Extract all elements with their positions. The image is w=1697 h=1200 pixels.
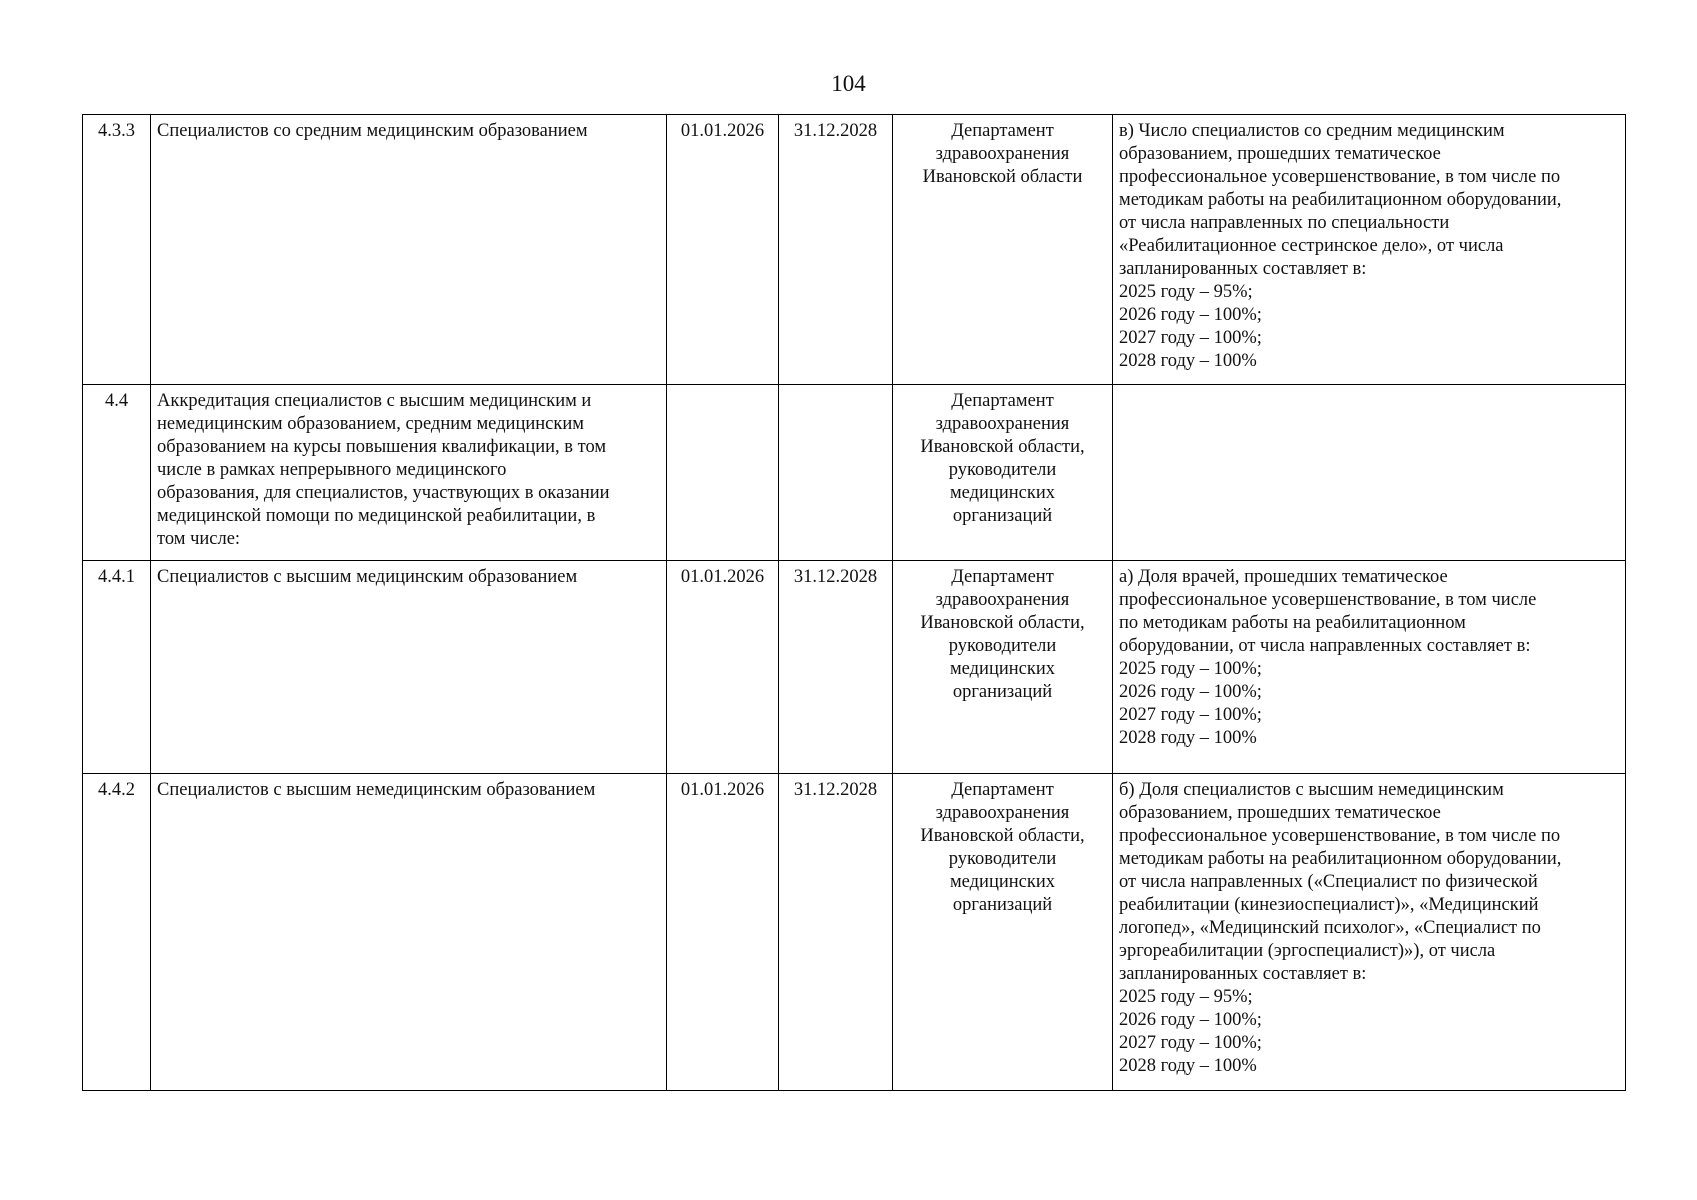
indicator-line: а) Доля врачей, прошедших тематическое	[1119, 567, 1448, 587]
end-date-cell	[779, 115, 893, 385]
start-date-cell	[667, 561, 779, 774]
end-date-cell	[779, 385, 893, 561]
indicator-line: 2027 году – 100%;	[1119, 328, 1262, 348]
item-description-line: Специалистов с высшим немедицинским образованием	[157, 780, 596, 800]
responsible-line: Департамент	[951, 780, 1054, 800]
indicator-line: 2026 году – 100%;	[1119, 1010, 1262, 1030]
responsible-line: организаций	[952, 506, 1053, 526]
indicator-line: 2025 году – 100%;	[1119, 659, 1262, 679]
item-description-line: Специалистов с высшим медицинским образованием	[157, 567, 578, 587]
responsible-cell	[893, 774, 1113, 1091]
responsible-line: Департамент	[951, 567, 1054, 587]
item-number: 4.4.1	[98, 567, 135, 587]
indicator-line: 2026 году – 100%;	[1119, 682, 1262, 702]
responsible-line: медицинских	[949, 872, 1056, 892]
table-row	[83, 774, 1626, 1091]
end-date: 31.12.2028	[793, 780, 878, 800]
responsible-line: Департамент	[951, 121, 1054, 141]
responsible-cell	[893, 115, 1113, 385]
responsible-line: здравоохранения	[935, 803, 1070, 823]
item-description-line: том числе:	[157, 529, 241, 549]
indicator-line: по методикам работы на реабилитационном	[1119, 613, 1466, 633]
start-date-cell	[667, 115, 779, 385]
responsible-line: руководители	[948, 849, 1057, 869]
end-date-cell	[779, 561, 893, 774]
responsible-cell	[893, 561, 1113, 774]
indicator-line: 2028 году – 100%	[1119, 351, 1257, 371]
item-description-line: образованием на курсы повышения квалификации, в том	[157, 437, 607, 457]
item-number-cell	[83, 385, 151, 561]
responsible-line: здравоохранения	[935, 414, 1070, 434]
item-description-line: медицинской помощи по медицинской реабилитации, в	[157, 506, 596, 526]
indicator-cell	[1113, 385, 1626, 561]
indicator-line: от числа направленных по специальности	[1119, 213, 1450, 233]
indicator-line: 2025 году – 95%;	[1119, 282, 1253, 302]
indicator-line: оборудовании, от числа направленных составляет в:	[1119, 636, 1531, 656]
item-description-cell	[151, 385, 667, 561]
indicator-line: 2028 году – 100%	[1119, 1056, 1257, 1076]
end-date-cell	[779, 774, 893, 1091]
indicator-line: профессиональное усовершенствование, в том числе	[1119, 590, 1537, 610]
responsible-line: здравоохранения	[935, 144, 1070, 164]
item-description-line: Специалистов со средним медицинским образованием	[157, 121, 588, 141]
indicator-line: в) Число специалистов со средним медицинским	[1119, 121, 1505, 141]
indicator-line: профессиональное усовершенствование, в том числе по	[1119, 826, 1561, 846]
responsible-line: Ивановской области,	[920, 613, 1085, 633]
indicator-cell	[1113, 561, 1626, 774]
indicator-line: б) Доля специалистов с высшим немедицинским	[1119, 780, 1504, 800]
indicator-cell	[1113, 115, 1626, 385]
indicator-line: образованием, прошедших тематическое	[1119, 144, 1441, 164]
indicator-line: от числа направленных («Специалист по физической	[1119, 872, 1538, 892]
responsible-line: организаций	[952, 895, 1053, 915]
responsible-line: Ивановской области	[922, 167, 1083, 187]
responsible-line: руководители	[948, 636, 1057, 656]
indicator-line: профессиональное усовершенствование, в том числе по	[1119, 167, 1561, 187]
item-description-cell	[151, 115, 667, 385]
indicator-line: запланированных составляет в:	[1119, 259, 1367, 279]
start-date-cell	[667, 385, 779, 561]
responsible-line: Ивановской области,	[920, 826, 1085, 846]
indicator-line: методикам работы на реабилитационном оборудовании,	[1119, 849, 1562, 869]
indicator-line: логопед», «Медицинский психолог», «Специалист по	[1119, 918, 1541, 938]
responsible-line: организаций	[952, 682, 1053, 702]
item-description-cell	[151, 561, 667, 774]
indicator-line: 2028 году – 100%	[1119, 728, 1257, 748]
item-number: 4.4	[104, 391, 129, 411]
start-date: 01.01.2026	[680, 567, 765, 587]
indicator-line: эргореабилитации (эргоспециалист)»), от числа	[1119, 941, 1496, 961]
page-number: 104	[831, 71, 866, 96]
start-date: 01.01.2026	[680, 780, 765, 800]
item-number-cell	[83, 774, 151, 1091]
responsible-line: медицинских	[949, 483, 1056, 503]
item-number-cell	[83, 561, 151, 774]
indicator-line: реабилитации (кинезиоспециалист)», «Медицинский	[1119, 895, 1539, 915]
item-number-cell	[83, 115, 151, 385]
measures-table	[82, 114, 1626, 1091]
end-date: 31.12.2028	[793, 121, 878, 141]
indicator-line: «Реабилитационное сестринское дело», от числа	[1119, 236, 1504, 256]
table-row	[83, 385, 1626, 561]
item-description-line: числе в рамках непрерывного медицинского	[157, 460, 507, 480]
indicator-line: методикам работы на реабилитационном оборудовании,	[1119, 190, 1562, 210]
table-row	[83, 561, 1626, 774]
responsible-line: здравоохранения	[935, 590, 1070, 610]
responsible-line: руководители	[948, 460, 1057, 480]
item-description-line: немедицинским образованием, средним медицинским	[157, 414, 584, 434]
indicator-line: 2027 году – 100%;	[1119, 705, 1262, 725]
end-date: 31.12.2028	[793, 567, 878, 587]
item-number: 4.4.2	[98, 780, 135, 800]
item-description-line: образования, для специалистов, участвующих в оказании	[157, 483, 610, 503]
table-body	[83, 115, 1626, 1091]
responsible-line: медицинских	[949, 659, 1056, 679]
indicator-line: 2025 году – 95%;	[1119, 987, 1253, 1007]
indicator-line: образованием, прошедших тематическое	[1119, 803, 1441, 823]
start-date: 01.01.2026	[680, 121, 765, 141]
indicator-line: 2026 году – 100%;	[1119, 305, 1262, 325]
indicator-cell	[1113, 774, 1626, 1091]
table-row	[83, 115, 1626, 385]
item-description-cell	[151, 774, 667, 1091]
item-number: 4.3.3	[98, 121, 135, 141]
responsible-line: Ивановской области,	[920, 437, 1085, 457]
item-description-line: Аккредитация специалистов с высшим медицинским и	[157, 391, 592, 411]
responsible-cell	[893, 385, 1113, 561]
start-date-cell	[667, 774, 779, 1091]
indicator-line: запланированных составляет в:	[1119, 964, 1367, 984]
indicator-line: 2027 году – 100%;	[1119, 1033, 1262, 1053]
responsible-line: Департамент	[951, 391, 1054, 411]
